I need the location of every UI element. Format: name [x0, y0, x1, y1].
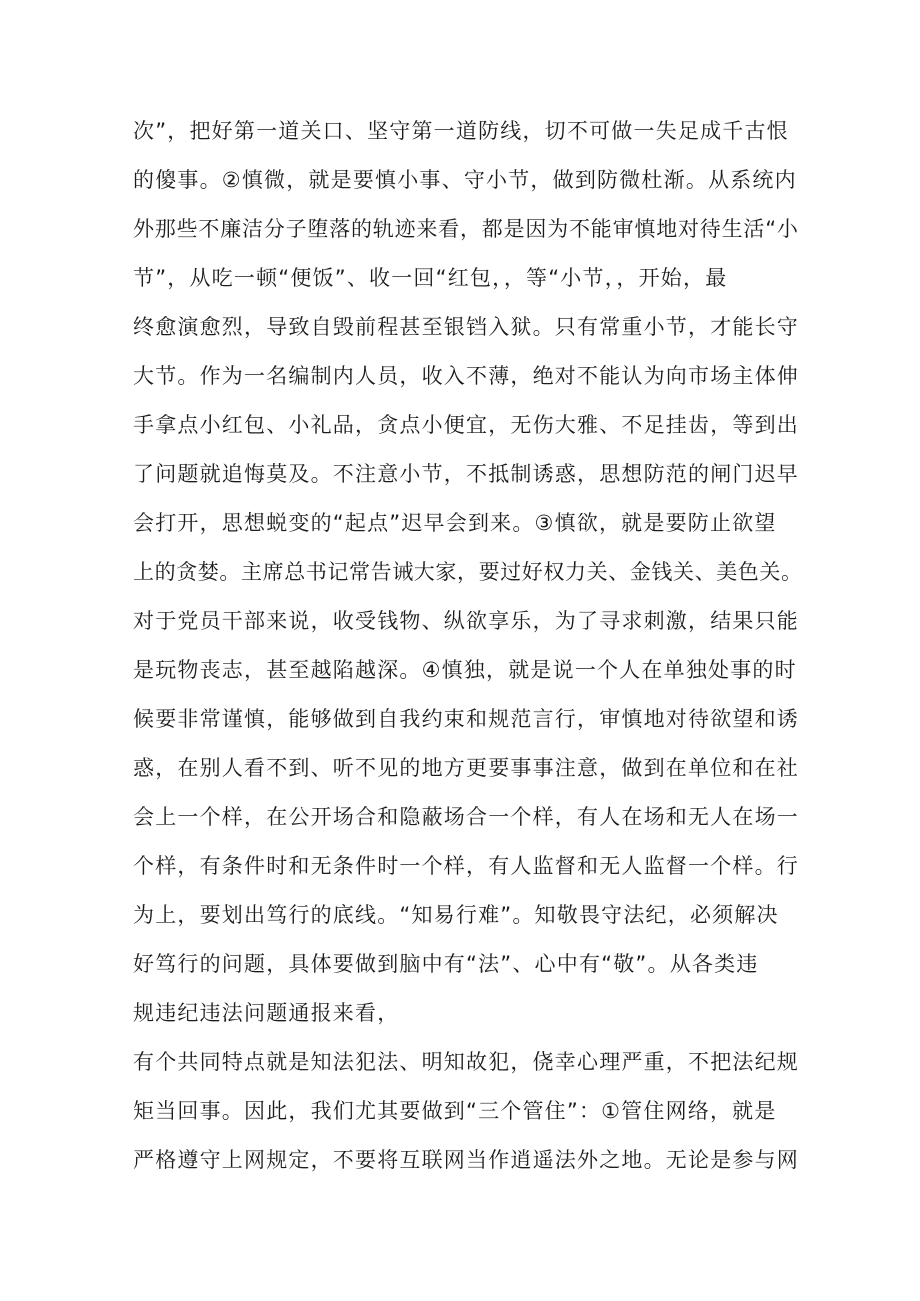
text-line: 外那些不廉洁分子堕落的轨迹来看，都是因为不能审慎地对待生活“小 — [133, 217, 799, 241]
text-line: 会打开，思想蜕变的“起点”迟早会到来。③慎欲，就是要防止欲望 — [133, 511, 777, 535]
text-line: 会上一个样，在公开场合和隐蔽场合一个样，有人在场和无人在场一 — [133, 805, 799, 829]
text-line: 矩当回事。因此，我们尤其要做到“三个管住”：①管住网络，就是 — [133, 1099, 777, 1123]
text-line: 个样，有条件时和无条件时一个样，有人监督和无人监督一个样。行 — [133, 854, 799, 878]
text-line: 为上，要划出笃行的底线。“知易行难”。知敬畏守法纪，必须解决 — [133, 903, 779, 927]
text-line: 的傻事。②慎微，就是要慎小事、守小节，做到防微杜渐。从系统内 — [133, 168, 797, 192]
text-line: 上的贪婪。主席总书记常告诫大家，要过好权力关、金钱关、美色关。 — [133, 560, 803, 584]
text-line: 是玩物丧志，甚至越陷越深。④慎独，就是说一个人在单独处事的时 — [133, 658, 797, 682]
text-line: 好笃行的问题，具体要做到脑中有“法”、心中有“敬”。从各类违 — [133, 952, 759, 976]
text-line: 规违纪违法问题通报来看， — [133, 1001, 400, 1025]
text-line: 次”，把好第一道关口、坚守第一道防线，切不可做一失足成千古恨 — [133, 119, 789, 143]
text-line: 候要非常谨慎，能够做到自我约束和规范言行，审慎地对待欲望和诱 — [133, 707, 799, 731]
text-line: 了问题就追悔莫及。不注意小节，不抵制诱惑，思想防范的闸门迟早 — [133, 462, 799, 486]
text-line: 手拿点小红包、小礼品，贪点小便宜，无伤大雅、不足挂齿，等到出 — [133, 413, 799, 437]
text-line: 大节。作为一名编制内人员，收入不薄，绝对不能认为向市场主体伸 — [133, 364, 799, 388]
text-line: 节”，从吃一顿“便饭”、收一回“红包，，等“小节，，开始，最 — [133, 266, 728, 290]
text-line: 终愈演愈烈，导致自毁前程甚至银铛入狱。只有常重小节，才能长守 — [133, 315, 799, 339]
text-line: 惑，在别人看不到、听不见的地方更要事事注意，做到在单位和在社 — [133, 756, 799, 780]
text-line: 严格遵守上网规定，不要将互联网当作逍遥法外之地。无论是参与网 — [133, 1148, 799, 1172]
text-line: 有个共同特点就是知法犯法、明知故犯，侥幸心理严重，不把法纪规 — [133, 1050, 799, 1074]
text-line: 对于党员干部来说，收受钱物、纵欲享乐，为了寻求刺激，结果只能 — [133, 609, 799, 633]
